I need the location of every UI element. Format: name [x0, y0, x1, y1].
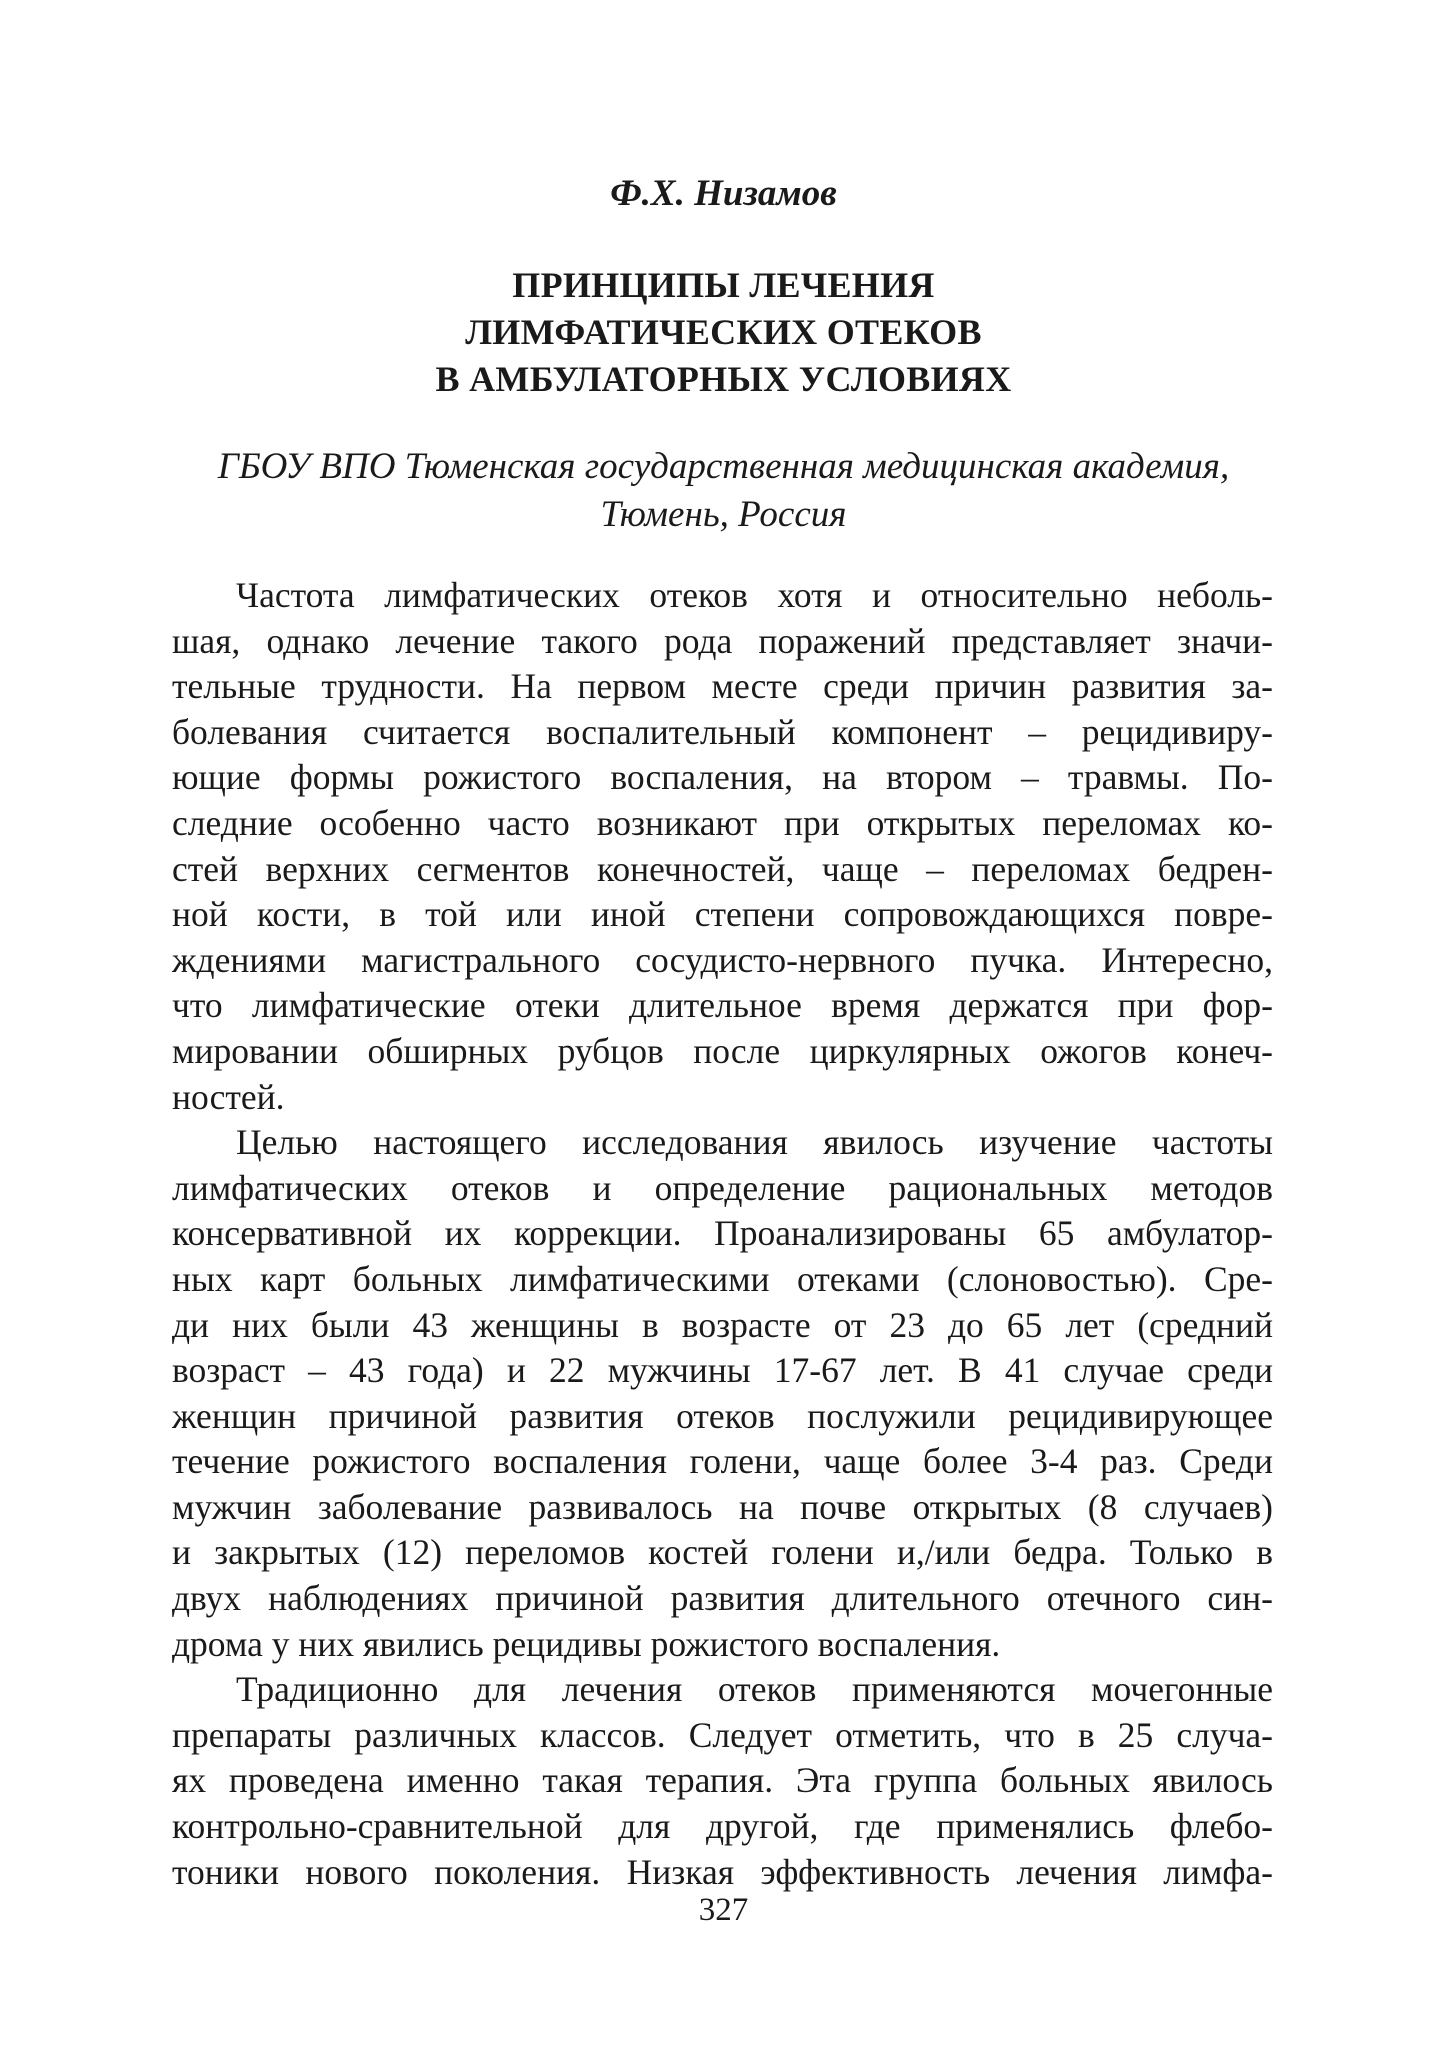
body-line: контрольно-сравнительной для другой, где применялись флебо- — [172, 1806, 1273, 1847]
body-line: ях проведена именно такая терапия. Эта группа больных явилось — [172, 1760, 1273, 1801]
title-line: В АМБУЛАТОРНЫХ УСЛОВИЯХ — [435, 359, 1012, 399]
body-line: что лимфатические отеки длительное время держатся при фор- — [172, 985, 1273, 1026]
affiliation — [0, 443, 1447, 539]
body-line: мировании обширных рубцов после циркулярных ожогов конеч- — [172, 1030, 1273, 1071]
body-line: течение рожистого воспаления голени, чаще более 3-4 раз. Среди — [172, 1441, 1273, 1482]
body-line: ной кости, в той или иной степени сопровождающихся повре- — [172, 894, 1273, 935]
body-line: ностей. — [172, 1076, 285, 1117]
title-line: ЛИМФАТИЧЕСКИХ ОТЕКОВ — [465, 312, 982, 352]
body-line: Частота лимфатических отеков хотя и относительно неболь- — [236, 575, 1273, 615]
title-line: ПРИНЦИПЫ ЛЕЧЕНИЯ — [512, 265, 935, 305]
body-line: женщин причиной развития отеков послужили рецидивирующее — [172, 1395, 1273, 1436]
affiliation-line: ГБОУ ВПО Тюменская государственная медицинская академия, — [217, 446, 1230, 487]
body-line: следние особенно часто возникают при открытых переломах ко- — [172, 802, 1273, 843]
article-body — [172, 573, 1273, 1895]
body-line: Традиционно для лечения отеков применяются мочегонные — [236, 1669, 1273, 1710]
body-line: и закрытых (12) переломов костей голени и,/или бедра. Только в — [172, 1532, 1273, 1573]
body-line: ди них были 43 женщины в возрасте от 23 до 65 лет (средний — [172, 1304, 1273, 1345]
body-line: болевания считается воспалительный компонент – рецидивиру- — [172, 711, 1273, 752]
body-line: мужчин заболевание развивалось на почве открытых (8 случаев) — [172, 1486, 1273, 1527]
affiliation-line: Тюмень, Россия — [600, 494, 847, 535]
page-number: 327 — [698, 1892, 749, 1928]
body-line: ждениями магистрального сосудисто-нервного пучка. Интересно, — [172, 939, 1273, 980]
body-line: стей верхних сегментов конечностей, чаще – переломах бедрен- — [172, 848, 1273, 889]
body-line: возраст – 43 года) и 22 мужчины 17-67 лет. В 41 случае среди — [172, 1350, 1273, 1391]
body-line: Целью настоящего исследования явилось изучение частоты — [236, 1122, 1273, 1163]
body-line: тельные трудности. На первом месте среди причин развития за- — [172, 666, 1273, 707]
body-line: ных карт больных лимфатическими отеками (слоновостью). Сре- — [172, 1258, 1273, 1299]
body-line: двух наблюдениях причиной развития длительного отечного син- — [172, 1578, 1273, 1619]
body-line: тоники нового поколения. Низкая эффективность лечения лимфа- — [172, 1851, 1273, 1892]
author-name: Ф.Х. Низамов — [610, 173, 837, 214]
body-line: дрома у них явились рецидивы рожистого воспаления. — [172, 1623, 1001, 1664]
body-line: шая, однако лечение такого рода поражений представляет значи- — [172, 620, 1273, 661]
body-line: ющие формы рожистого воспаления, на втором – травмы. По- — [172, 757, 1273, 798]
body-line: препараты различных классов. Следует отметить, что в 25 случа- — [172, 1714, 1273, 1755]
article-title — [0, 262, 1447, 403]
body-line: лимфатических отеков и определение рациональных методов — [172, 1167, 1273, 1208]
body-line: консервативной их коррекции. Проанализированы 65 амбулатор- — [172, 1213, 1273, 1254]
